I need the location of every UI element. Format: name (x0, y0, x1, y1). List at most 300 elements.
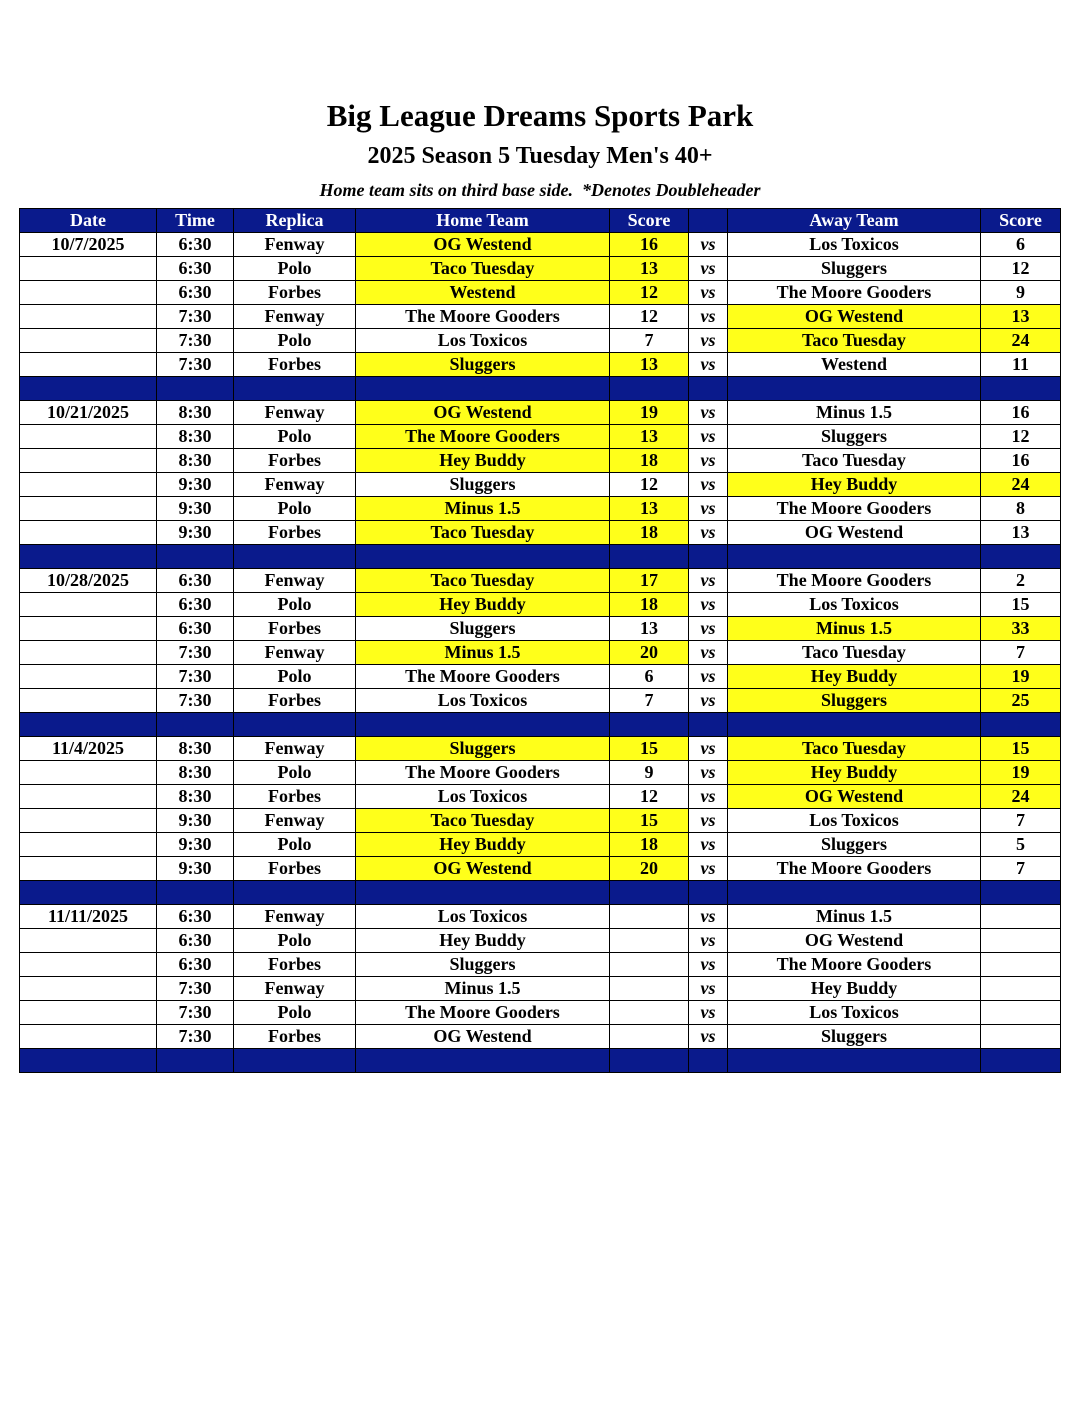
time-cell: 6:30 (157, 281, 234, 305)
home-score-cell: 20 (610, 641, 689, 665)
table-row (20, 977, 1061, 1001)
vs-cell: vs (689, 449, 728, 473)
replica-cell: Polo (234, 1001, 356, 1025)
home-score-cell: 13 (610, 425, 689, 449)
away-team-cell: Hey Buddy (728, 473, 981, 497)
table-row (20, 305, 1061, 329)
away-team-cell: Sluggers (728, 689, 981, 713)
home-team-cell: Minus 1.5 (356, 497, 610, 521)
time-cell: 7:30 (157, 1001, 234, 1025)
away-team-cell: Taco Tuesday (728, 641, 981, 665)
table-row (20, 569, 1061, 593)
date-cell: 10/21/2025 (20, 401, 157, 425)
replica-cell: Fenway (234, 473, 356, 497)
time-cell: 7:30 (157, 1025, 234, 1049)
date-cell: 11/4/2025 (20, 737, 157, 761)
separator-cell (981, 377, 1061, 401)
vs-cell: vs (689, 1001, 728, 1025)
away-score-cell: 24 (981, 329, 1061, 353)
home-team-cell: Los Toxicos (356, 905, 610, 929)
replica-cell: Forbes (234, 281, 356, 305)
home-team-cell: Los Toxicos (356, 689, 610, 713)
week-separator-row (20, 881, 1061, 905)
home-score-cell: 15 (610, 809, 689, 833)
table-row (20, 833, 1061, 857)
date-cell (20, 497, 157, 521)
replica-cell: Fenway (234, 809, 356, 833)
separator-cell (728, 1049, 981, 1073)
schedule-table (19, 208, 1061, 1073)
date-cell (20, 1001, 157, 1025)
home-team-cell: The Moore Gooders (356, 305, 610, 329)
header-away-team: Away Team (728, 209, 981, 233)
time-cell: 8:30 (157, 737, 234, 761)
separator-cell (157, 881, 234, 905)
replica-cell: Polo (234, 593, 356, 617)
home-score-cell (610, 953, 689, 977)
home-team-cell: The Moore Gooders (356, 665, 610, 689)
home-team-cell: Sluggers (356, 953, 610, 977)
table-row (20, 353, 1061, 377)
replica-cell: Forbes (234, 689, 356, 713)
vs-cell: vs (689, 953, 728, 977)
table-row (20, 425, 1061, 449)
header-home-score: Score (610, 209, 689, 233)
replica-cell: Polo (234, 425, 356, 449)
away-score-cell (981, 953, 1061, 977)
separator-cell (728, 713, 981, 737)
separator-cell (728, 881, 981, 905)
separator-cell (981, 881, 1061, 905)
home-score-cell: 18 (610, 449, 689, 473)
away-team-cell: Los Toxicos (728, 1001, 981, 1025)
away-score-cell (981, 1025, 1061, 1049)
home-team-cell: OG Westend (356, 857, 610, 881)
separator-cell (610, 881, 689, 905)
time-cell: 6:30 (157, 905, 234, 929)
vs-cell: vs (689, 281, 728, 305)
home-team-cell: Taco Tuesday (356, 809, 610, 833)
header-home-team: Home Team (356, 209, 610, 233)
separator-cell (157, 545, 234, 569)
vs-cell: vs (689, 233, 728, 257)
separator-cell (356, 881, 610, 905)
separator-cell (728, 545, 981, 569)
away-team-cell: The Moore Gooders (728, 953, 981, 977)
home-score-cell (610, 929, 689, 953)
vs-cell: vs (689, 785, 728, 809)
away-score-cell: 7 (981, 857, 1061, 881)
home-team-cell: Los Toxicos (356, 785, 610, 809)
home-score-cell: 15 (610, 737, 689, 761)
away-team-cell: Minus 1.5 (728, 617, 981, 641)
home-team-cell: Minus 1.5 (356, 641, 610, 665)
vs-cell: vs (689, 689, 728, 713)
week-separator-row (20, 713, 1061, 737)
replica-cell: Polo (234, 929, 356, 953)
home-team-cell: Sluggers (356, 617, 610, 641)
date-cell (20, 833, 157, 857)
away-team-cell: Sluggers (728, 833, 981, 857)
date-cell (20, 281, 157, 305)
home-team-cell: Sluggers (356, 353, 610, 377)
time-cell: 7:30 (157, 305, 234, 329)
separator-cell (689, 545, 728, 569)
vs-cell: vs (689, 473, 728, 497)
home-team-cell: The Moore Gooders (356, 425, 610, 449)
date-cell (20, 761, 157, 785)
away-score-cell: 7 (981, 809, 1061, 833)
vs-cell: vs (689, 305, 728, 329)
away-score-cell (981, 977, 1061, 1001)
away-team-cell: Sluggers (728, 1025, 981, 1049)
home-score-cell: 12 (610, 281, 689, 305)
table-row (20, 257, 1061, 281)
home-score-cell (610, 977, 689, 1001)
separator-cell (234, 713, 356, 737)
away-score-cell (981, 1001, 1061, 1025)
separator-cell (689, 881, 728, 905)
time-cell: 9:30 (157, 833, 234, 857)
home-score-cell: 18 (610, 521, 689, 545)
time-cell: 9:30 (157, 809, 234, 833)
header-date: Date (20, 209, 157, 233)
vs-cell: vs (689, 977, 728, 1001)
away-score-cell: 13 (981, 521, 1061, 545)
table-row (20, 809, 1061, 833)
table-row (20, 785, 1061, 809)
date-cell (20, 929, 157, 953)
time-cell: 7:30 (157, 641, 234, 665)
date-cell (20, 617, 157, 641)
replica-cell: Fenway (234, 977, 356, 1001)
home-team-cell: Los Toxicos (356, 329, 610, 353)
separator-cell (234, 545, 356, 569)
replica-cell: Forbes (234, 953, 356, 977)
away-team-cell: The Moore Gooders (728, 497, 981, 521)
replica-cell: Forbes (234, 857, 356, 881)
replica-cell: Fenway (234, 233, 356, 257)
home-team-cell: Hey Buddy (356, 593, 610, 617)
table-row (20, 953, 1061, 977)
table-row (20, 857, 1061, 881)
time-cell: 9:30 (157, 497, 234, 521)
replica-cell: Fenway (234, 641, 356, 665)
away-score-cell: 24 (981, 473, 1061, 497)
date-cell (20, 665, 157, 689)
away-score-cell: 9 (981, 281, 1061, 305)
week-separator-row (20, 377, 1061, 401)
separator-cell (728, 377, 981, 401)
away-team-cell: Sluggers (728, 425, 981, 449)
table-row (20, 233, 1061, 257)
away-team-cell: The Moore Gooders (728, 281, 981, 305)
separator-cell (20, 713, 157, 737)
away-score-cell: 6 (981, 233, 1061, 257)
table-row (20, 593, 1061, 617)
table-row (20, 641, 1061, 665)
away-score-cell: 11 (981, 353, 1061, 377)
date-cell: 11/11/2025 (20, 905, 157, 929)
replica-cell: Polo (234, 833, 356, 857)
time-cell: 7:30 (157, 353, 234, 377)
home-team-cell: OG Westend (356, 1025, 610, 1049)
date-cell (20, 521, 157, 545)
time-cell: 6:30 (157, 257, 234, 281)
vs-cell: vs (689, 929, 728, 953)
separator-cell (610, 377, 689, 401)
away-team-cell: Hey Buddy (728, 977, 981, 1001)
home-score-cell: 7 (610, 689, 689, 713)
time-cell: 6:30 (157, 233, 234, 257)
header-replica: Replica (234, 209, 356, 233)
date-cell (20, 689, 157, 713)
home-team-cell: The Moore Gooders (356, 1001, 610, 1025)
table-row (20, 281, 1061, 305)
vs-cell: vs (689, 761, 728, 785)
away-score-cell: 12 (981, 425, 1061, 449)
page-note: Home team sits on third base side. *Denotes Doubleheader (319, 180, 761, 200)
separator-cell (356, 545, 610, 569)
separator-cell (981, 713, 1061, 737)
date-cell (20, 353, 157, 377)
page-title: Big League Dreams Sports Park (326, 98, 754, 133)
away-score-cell: 2 (981, 569, 1061, 593)
table-row (20, 929, 1061, 953)
away-team-cell: OG Westend (728, 521, 981, 545)
home-team-cell: Hey Buddy (356, 449, 610, 473)
vs-cell: vs (689, 257, 728, 281)
header-time: Time (157, 209, 234, 233)
home-score-cell: 13 (610, 497, 689, 521)
date-cell (20, 953, 157, 977)
separator-cell (20, 545, 157, 569)
home-score-cell (610, 1001, 689, 1025)
replica-cell: Fenway (234, 737, 356, 761)
header-row (20, 209, 1061, 233)
date-cell: 10/28/2025 (20, 569, 157, 593)
away-score-cell: 15 (981, 593, 1061, 617)
separator-cell (610, 713, 689, 737)
page-subtitle: 2025 Season 5 Tuesday Men's 40+ (367, 143, 713, 169)
separator-cell (981, 545, 1061, 569)
date-cell (20, 593, 157, 617)
time-cell: 9:30 (157, 473, 234, 497)
home-score-cell: 20 (610, 857, 689, 881)
time-cell: 8:30 (157, 401, 234, 425)
date-cell (20, 1025, 157, 1049)
home-team-cell: Sluggers (356, 737, 610, 761)
away-team-cell: Los Toxicos (728, 593, 981, 617)
replica-cell: Fenway (234, 401, 356, 425)
away-team-cell: OG Westend (728, 929, 981, 953)
table-row (20, 497, 1061, 521)
separator-cell (610, 1049, 689, 1073)
away-team-cell: Los Toxicos (728, 233, 981, 257)
home-score-cell: 19 (610, 401, 689, 425)
separator-cell (234, 1049, 356, 1073)
date-cell (20, 425, 157, 449)
away-team-cell: Taco Tuesday (728, 737, 981, 761)
home-team-cell: Taco Tuesday (356, 257, 610, 281)
header-vs (689, 209, 728, 233)
replica-cell: Fenway (234, 305, 356, 329)
time-cell: 7:30 (157, 977, 234, 1001)
home-score-cell: 16 (610, 233, 689, 257)
away-score-cell: 12 (981, 257, 1061, 281)
vs-cell: vs (689, 857, 728, 881)
replica-cell: Polo (234, 257, 356, 281)
separator-cell (689, 377, 728, 401)
date-cell (20, 305, 157, 329)
separator-cell (20, 881, 157, 905)
separator-cell (356, 1049, 610, 1073)
home-team-cell: Sluggers (356, 473, 610, 497)
table-row (20, 449, 1061, 473)
table-row (20, 329, 1061, 353)
separator-cell (157, 713, 234, 737)
home-team-cell: Taco Tuesday (356, 569, 610, 593)
date-cell (20, 473, 157, 497)
away-score-cell: 33 (981, 617, 1061, 641)
replica-cell: Forbes (234, 449, 356, 473)
away-score-cell: 8 (981, 497, 1061, 521)
table-row (20, 1001, 1061, 1025)
home-score-cell: 9 (610, 761, 689, 785)
separator-cell (981, 1049, 1061, 1073)
away-team-cell: OG Westend (728, 785, 981, 809)
time-cell: 7:30 (157, 689, 234, 713)
away-score-cell: 13 (981, 305, 1061, 329)
away-score-cell: 5 (981, 833, 1061, 857)
separator-cell (689, 1049, 728, 1073)
home-team-cell: Minus 1.5 (356, 977, 610, 1001)
away-score-cell: 24 (981, 785, 1061, 809)
time-cell: 6:30 (157, 617, 234, 641)
home-score-cell (610, 1025, 689, 1049)
home-score-cell: 13 (610, 617, 689, 641)
home-score-cell: 13 (610, 257, 689, 281)
away-team-cell: Los Toxicos (728, 809, 981, 833)
vs-cell: vs (689, 521, 728, 545)
table-row (20, 761, 1061, 785)
separator-cell (157, 1049, 234, 1073)
home-team-cell: OG Westend (356, 233, 610, 257)
replica-cell: Forbes (234, 617, 356, 641)
home-score-cell: 18 (610, 833, 689, 857)
home-score-cell: 12 (610, 305, 689, 329)
away-score-cell: 15 (981, 737, 1061, 761)
header-away-score: Score (981, 209, 1061, 233)
replica-cell: Forbes (234, 1025, 356, 1049)
away-team-cell: Westend (728, 353, 981, 377)
home-team-cell: Taco Tuesday (356, 521, 610, 545)
away-score-cell: 19 (981, 761, 1061, 785)
separator-cell (356, 713, 610, 737)
home-team-cell: Hey Buddy (356, 929, 610, 953)
away-team-cell: Hey Buddy (728, 665, 981, 689)
home-score-cell: 7 (610, 329, 689, 353)
home-team-cell: OG Westend (356, 401, 610, 425)
table-row (20, 905, 1061, 929)
home-team-cell: Hey Buddy (356, 833, 610, 857)
vs-cell: vs (689, 353, 728, 377)
date-cell (20, 329, 157, 353)
vs-cell: vs (689, 569, 728, 593)
away-score-cell: 16 (981, 401, 1061, 425)
date-cell: 10/7/2025 (20, 233, 157, 257)
separator-cell (20, 377, 157, 401)
week-separator-row (20, 545, 1061, 569)
home-score-cell (610, 905, 689, 929)
vs-cell: vs (689, 593, 728, 617)
vs-cell: vs (689, 497, 728, 521)
separator-cell (356, 377, 610, 401)
away-team-cell: Taco Tuesday (728, 329, 981, 353)
vs-cell: vs (689, 401, 728, 425)
table-row (20, 1025, 1061, 1049)
time-cell: 7:30 (157, 329, 234, 353)
time-cell: 9:30 (157, 857, 234, 881)
vs-cell: vs (689, 425, 728, 449)
vs-cell: vs (689, 665, 728, 689)
vs-cell: vs (689, 1025, 728, 1049)
separator-cell (20, 1049, 157, 1073)
home-team-cell: Westend (356, 281, 610, 305)
separator-cell (234, 881, 356, 905)
away-team-cell: Hey Buddy (728, 761, 981, 785)
vs-cell: vs (689, 905, 728, 929)
table-row (20, 665, 1061, 689)
time-cell: 6:30 (157, 953, 234, 977)
away-score-cell: 19 (981, 665, 1061, 689)
home-score-cell: 17 (610, 569, 689, 593)
replica-cell: Fenway (234, 569, 356, 593)
vs-cell: vs (689, 329, 728, 353)
vs-cell: vs (689, 617, 728, 641)
date-cell (20, 785, 157, 809)
replica-cell: Polo (234, 761, 356, 785)
replica-cell: Forbes (234, 521, 356, 545)
vs-cell: vs (689, 641, 728, 665)
date-cell (20, 977, 157, 1001)
home-score-cell: 12 (610, 785, 689, 809)
separator-cell (157, 377, 234, 401)
replica-cell: Fenway (234, 905, 356, 929)
table-row (20, 521, 1061, 545)
away-team-cell: OG Westend (728, 305, 981, 329)
away-team-cell: The Moore Gooders (728, 857, 981, 881)
table-row (20, 737, 1061, 761)
time-cell: 6:30 (157, 929, 234, 953)
date-cell (20, 641, 157, 665)
replica-cell: Polo (234, 665, 356, 689)
schedule-body (20, 233, 1061, 1073)
away-score-cell: 16 (981, 449, 1061, 473)
time-cell: 6:30 (157, 593, 234, 617)
away-score-cell: 25 (981, 689, 1061, 713)
table-row (20, 689, 1061, 713)
time-cell: 8:30 (157, 761, 234, 785)
home-score-cell: 6 (610, 665, 689, 689)
vs-cell: vs (689, 809, 728, 833)
home-team-cell: The Moore Gooders (356, 761, 610, 785)
home-score-cell: 18 (610, 593, 689, 617)
time-cell: 8:30 (157, 449, 234, 473)
separator-cell (689, 713, 728, 737)
week-separator-row (20, 1049, 1061, 1073)
date-cell (20, 257, 157, 281)
